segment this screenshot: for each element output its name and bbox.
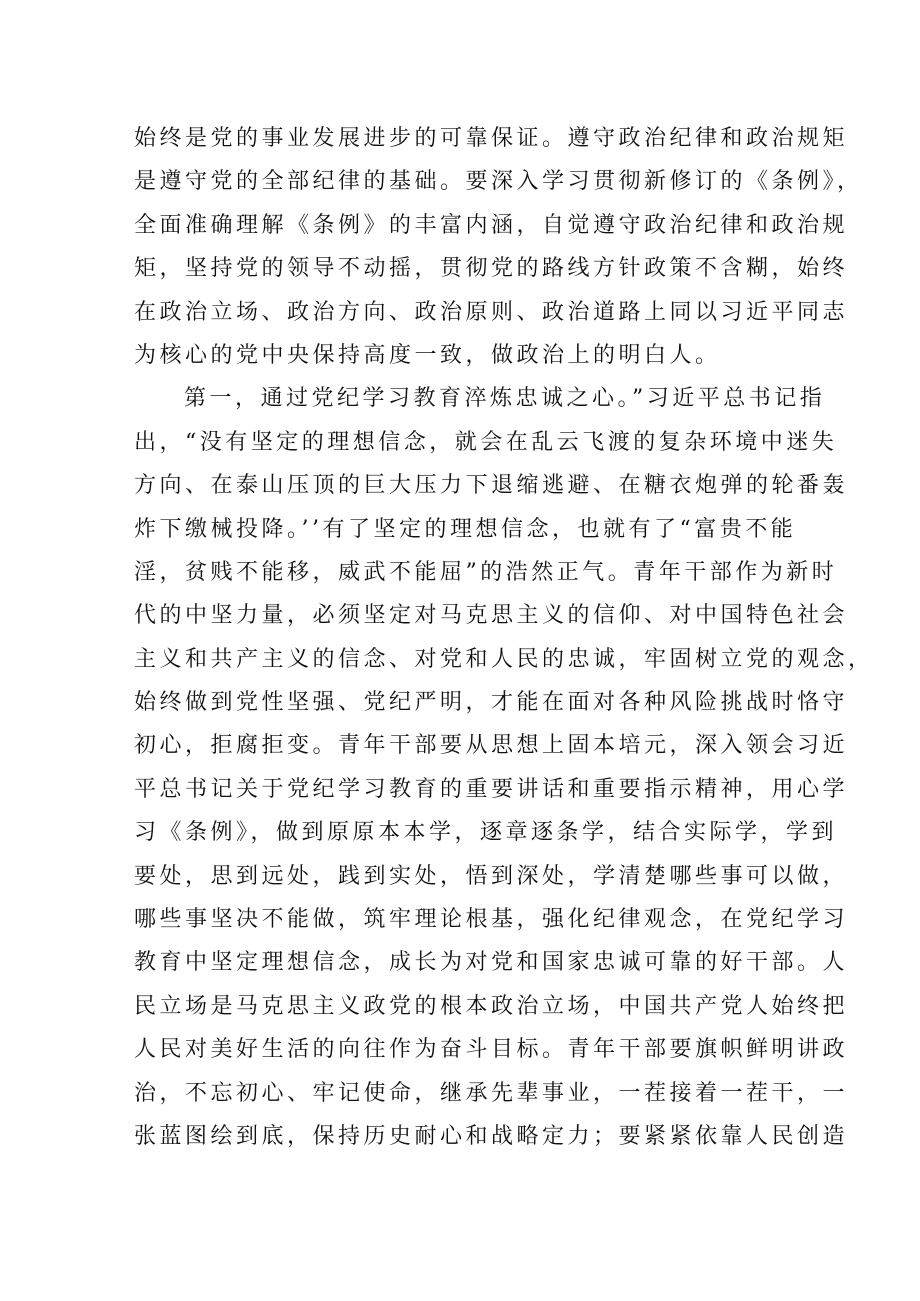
- text-line: 方向、在泰山压顶的巨大压力下退缩逃避、在糖衣炮弹的轮番轰: [134, 473, 849, 499]
- text-line: 人民对美好生活的向往作为奋斗目标。青年干部要旗帜鲜明讲政: [134, 1037, 849, 1063]
- text-line: 张蓝图绘到底，保持历史耐心和战略定力；要紧紧依靠人民创造: [134, 1123, 849, 1149]
- paragraph-start-line: 第一，通过党纪学习教育淬炼忠诚之心。”习近平总书记指: [184, 386, 826, 412]
- text-line: 哪些事坚决不能做，筑牢理论根基，强化纪律观念，在党纪学习: [134, 907, 849, 933]
- text-line: 始终做到党性坚强、党纪严明，才能在面对各种风险挑战时恪守: [134, 690, 849, 716]
- text-line: 平总书记关于党纪学习教育的重要讲话和重要指示精神，用心学: [134, 776, 849, 802]
- text-line: 代的中坚力量，必须坚定对马克思主义的信仰、对中国特色社会: [134, 603, 849, 629]
- text-line: 矩，坚持党的领导不动摇，贯彻党的路线方针政策不含糊，始终: [134, 256, 849, 282]
- text-line: 习《条例》，做到原原本本学，逐章逐条学，结合实际学，学到: [134, 820, 838, 846]
- text-line: 民立场是马克思主义政党的根本政治立场，中国共产党人始终把: [134, 993, 849, 1019]
- text-line: 在政治立场、政治方向、政治原则、政治道路上同以习近平同志: [134, 299, 849, 325]
- text-line: 全面准确理解《条例》的丰富内涵，自觉遵守政治纪律和政治规: [134, 212, 849, 238]
- text-line: 教育中坚定理想信念，成长为对党和国家忠诚可靠的好干部。人: [134, 950, 849, 976]
- text-line: 要处，思到远处，践到实处，悟到深处，学清楚哪些事可以做，: [134, 863, 849, 889]
- text-line: 主义和共产主义的信念、对党和人民的忠诚，牢固树立党的观念，: [134, 646, 874, 672]
- text-line: 是遵守党的全部纪律的基础。要深入学习贯彻新修订的《条例》，: [134, 169, 863, 195]
- text-line: 为核心的党中央保持高度一致，做政治上的明白人。: [134, 342, 721, 368]
- text-line: 炸下缴械投降。’’有了坚定的理想信念，也就有了“富贵不能: [134, 516, 797, 542]
- body-text: [134, 117, 874, 1158]
- text-line: 出，“没有坚定的理想信念，就会在乱云飞渡的复杂环境中迷失: [134, 429, 838, 455]
- text-line: 淫，贫贱不能移，威武不能屈”的浩然正气。青年干部作为新时: [134, 559, 838, 585]
- text-line: 治，不忘初心、牢记使命，继承先辈事业，一茬接着一茬干，一: [134, 1080, 849, 1106]
- text-line: 始终是党的事业发展进步的可靠保证。遵守政治纪律和政治规矩: [134, 126, 849, 151]
- text-line: 初心，拒腐拒变。青年干部要从思想上固本培元，深入领会习近: [134, 733, 849, 759]
